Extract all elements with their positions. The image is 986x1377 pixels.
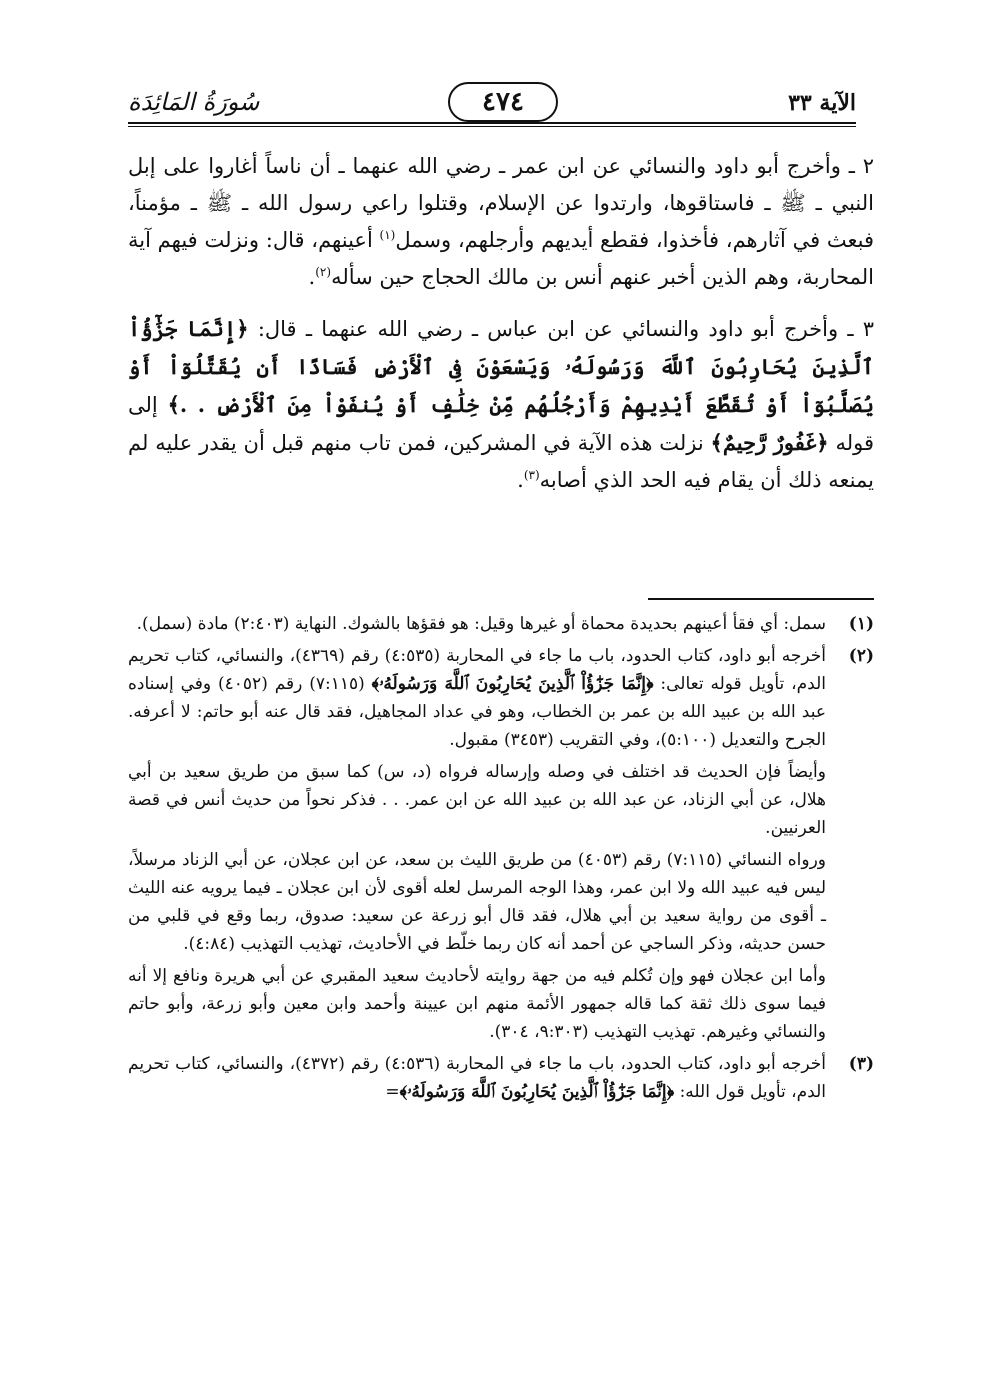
- header-rule-thin: [128, 126, 856, 127]
- narration-3: ٣ ـ وأخرج أبو داود والنسائي عن ابن عباس ـ رضي الله عنهما ـ قال: ﴿إِنَّمَا جَزَٰٓؤُاْ ٱلَّذِينَ يُحَارِبُونَ ٱللَّهَ وَرَسُولَهُۥ وَيَسْعَوْنَ فِى ٱلْأَرْضِ فَسَادًا أَن يُقَتَّلُوٓاْ أَوْ يُصَلَّبُوٓاْ أَوْ تُقَطَّعَ أَيْدِيهِمْ وَأَرْجُلُهُم مِّنْ خِلَٰفٍ أَوْ يُنفَوْاْ مِنَ ٱلْأَرْضِ . .﴾ إلى قوله ﴿غَفُورٌ رَّحِيمٌ﴾ نزلت هذه الآية في المشركين، فمن تاب منهم قبل أن يقدر عليه لم يمنعه ذلك أن يقام فيه الحد الذي أصابه$^{(٣)}$.: [128, 316, 874, 492]
- page-header: [128, 82, 856, 126]
- footnote-separator: [648, 598, 874, 600]
- quran-verse-end: ﴿غَفُورٌ رَّحِيمٌ﴾: [710, 430, 829, 455]
- footnote-1: [128, 610, 874, 638]
- footnote-ref-1[interactable]: (١): [379, 228, 396, 242]
- footnote-3: [128, 1050, 874, 1106]
- quran-quote: ﴿إِنَّمَا جَزَٰٓؤُاْ ٱلَّذِينَ يُحَارِبُونَ ٱللَّهَ وَرَسُولَهُۥ﴾: [371, 674, 654, 694]
- footnote-number: (٢): [848, 646, 874, 666]
- footnote-number: (١): [848, 614, 874, 634]
- footnote-text: سمل: أي فقأ أعينهم بحديدة محماة أو غيرها وقيل: هو فقؤها بالشوك. النهاية (٢:٤٠٣) مادة (سمل).: [136, 614, 826, 634]
- ayah-reference: الآية ٣٣: [788, 90, 856, 116]
- footnote-text: أخرجه أبو داود، كتاب الحدود، باب ما جاء في المحاربة (٤:٥٣٥) رقم (٤٣٦٩)، والنسائي، كتاب تحريم الدم، تأويل قوله تعالى: ﴿إِنَّمَا جَزَٰٓؤُاْ ٱلَّذِينَ يُحَارِبُونَ ٱللَّهَ وَرَسُولَهُۥ﴾ (٧:١١٥) رقم (٤٠٥٢) وفي إسناده عبد الله بن عبيد الله بن عمر بن الخطاب، وهو في عداد المجاهيل، فقد قال عنه أبو حاتم: لا أعرفه. الجرح والتعديل (٥:١٠٠)، وفي التقريب (٣٤٥٣) مقبول.: [128, 646, 826, 750]
- header-rule: [128, 122, 856, 124]
- narration-2: ٢ ـ وأخرج أبو داود والنسائي عن ابن عمر ـ رضي الله عنهما ـ أن ناساً أغاروا على إبل النبي ـ ﷺ ـ فاستاقوها، وارتدوا عن الإسلام، وقتلوا راعي رسول الله ـ ﷺ ـ مؤمناً، فبعث في آثارهم، فأخذوا، فقطع أيديهم وأرجلهم، وسمل$^{(١)}$ أعينهم، قال: ونزلت فيهم آية المحاربة، وهم الذين أخبر عنهم أنس بن مالك الحجاج حين سأله$^{(٢)}$.: [128, 154, 875, 289]
- page-number: ٤٧٤: [448, 82, 558, 122]
- footnote-2-para-4: وأما ابن عجلان فهو وإن تُكلم فيه من جهة روايته لأحاديث سعيد المقبري عن أبي هريرة ونافع إلا أنه فيما سوى ذلك ثقة كما قاله جمهور الأئمة منهم ابن عيينة وأحمد وابن معين وأبو زرعة، وأبو حاتم والنسائي وغيرهم. تهذيب التهذيب (٩:٣٠٣، ٣٠٤).: [128, 966, 826, 1042]
- footnote-text: أخرجه أبو داود، كتاب الحدود، باب ما جاء في المحاربة (٤:٥٣٦) رقم (٤٣٧٢)، والنسائي، كتاب تحريم الدم، تأويل قول الله: ﴿إِنَّمَا جَزَٰٓؤُاْ ٱلَّذِينَ يُحَارِبُونَ ٱللَّهَ وَرَسُولَهُۥ﴾=: [128, 1054, 826, 1102]
- footnote-ref-3[interactable]: (٣): [523, 468, 540, 482]
- quran-quote: ﴿إِنَّمَا جَزَٰٓؤُاْ ٱلَّذِينَ يُحَارِبُونَ ٱللَّهَ وَرَسُولَهُۥ﴾: [399, 1082, 675, 1102]
- main-text: [128, 148, 874, 513]
- footnotes: [128, 610, 874, 1110]
- footnote-2-para-3: ورواه النسائي (٧:١١٥) رقم (٤٠٥٣) من طريق الليث بن سعد، عن ابن عجلان، عن أبي الزناد مرسلاً، ليس فيه عبيد الله ولا ابن عمر، وهذا الوجه المرسل لعله أقوى لأن ابن عجلان ـ فيما يرويه عنه الليث ـ أقوى من رواية سعيد بن أبي هلال، فقد قال أبو زرعة عن سعيد: صدوق، ربما وقع في قلبي من حسن حديثه، وذكر الساجي عن أحمد أنه كان ربما خلّط في الأحاديث، تهذيب التهذيب (٤:٨٤).: [128, 850, 826, 954]
- surah-title: سُورَةُ المَائِدَة: [128, 88, 260, 116]
- footnote-number: (٣): [848, 1054, 874, 1074]
- quran-verse: ﴿إِنَّمَا جَزَٰٓؤُاْ ٱلَّذِينَ يُحَارِبُونَ ٱللَّهَ وَرَسُولَهُۥ وَيَسْعَوْنَ فِى ٱلْأَرْضِ فَسَادًا أَن يُقَتَّلُوٓاْ أَوْ يُصَلَّبُوٓاْ أَوْ تُقَطَّعَ أَيْدِيهِمْ وَأَرْجُلُهُم مِّنْ خِلَٰفٍ أَوْ يُنفَوْاْ مِنَ ٱلْأَرْضِ . .﴾: [128, 316, 874, 417]
- footnote-2-para-2: وأيضاً فإن الحديث قد اختلف في وصله وإرساله فرواه (د، س) كما سبق من طريق سعيد بن أبي هلال، عن أبي الزناد، عن عبد الله بن عبيد الله عن ابن عمر. . . فذكر نحواً من حديث أنس في قصة العرنيين.: [128, 762, 826, 838]
- footnote-ref-2[interactable]: (٢): [315, 265, 332, 279]
- footnote-2: [128, 642, 874, 754]
